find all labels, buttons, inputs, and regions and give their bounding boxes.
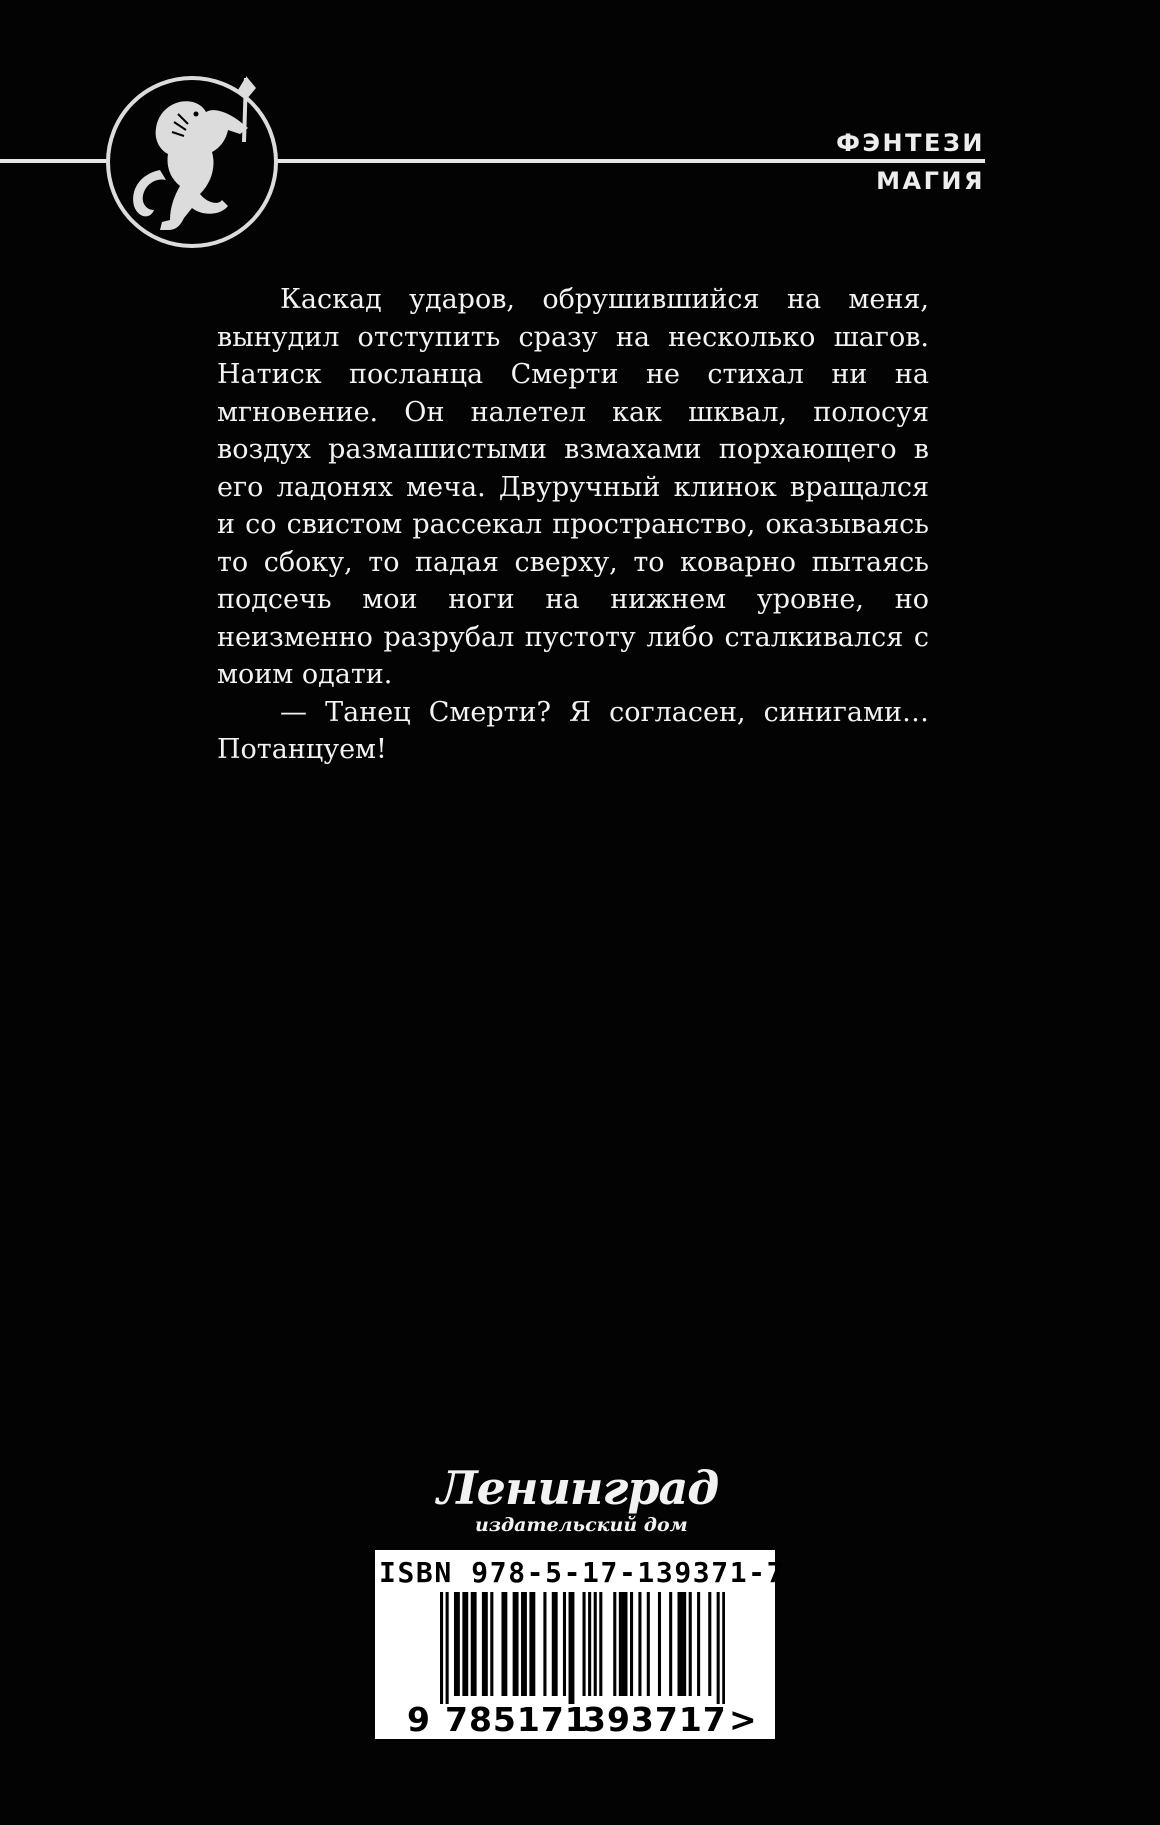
barcode-bar (722, 1592, 725, 1704)
ean-quiet-zone-arrow: > (729, 1700, 757, 1739)
rampant-lion-with-axe-icon (100, 70, 285, 255)
barcode-bar (521, 1592, 524, 1696)
genre-labels (836, 124, 985, 200)
barcode-bar (683, 1592, 686, 1696)
publisher-logo (437, 1461, 719, 1537)
barcode-bar (471, 1592, 474, 1696)
back-cover-blurb (217, 281, 929, 769)
barcode-bar (552, 1592, 555, 1696)
barcode-bar (588, 1592, 591, 1696)
isbn-barcode (375, 1550, 786, 1739)
barcode-bar (630, 1592, 633, 1696)
barcode-bar (555, 1592, 558, 1696)
barcode-bar (669, 1592, 672, 1696)
ean-first-digit: 9 (407, 1700, 430, 1739)
barcode-bar (524, 1592, 527, 1696)
barcode-bar (717, 1592, 720, 1704)
barcode-bar (515, 1592, 518, 1696)
ean-right-group: 393717 (583, 1700, 727, 1739)
barcode-bar (678, 1592, 681, 1696)
blurb-paragraph: Каскад ударов, обрушившийся на меня, вынудил отступить сразу на несколько шагов. Натиск посланца Смерти не стихал ни на мгновение. Он налетел как шквал, полосуя воздух размашистыми взмахами порхающего в его ладонях меча. Двуручный клинок вращался и со свистом рассекал пространство, оказываясь то сбоку, то падая сверху, то коварно пытаясь подсечь мои ноги на нижнем уровне, но неизменно разрубал пустоту либо сталкивался с моим одати. (217, 284, 929, 690)
barcode-bar (708, 1592, 711, 1696)
barcode-bar (485, 1592, 488, 1696)
barcode-bar (504, 1592, 507, 1696)
barcode-bar (501, 1592, 504, 1696)
barcode-bar (563, 1592, 566, 1696)
barcode-bar (638, 1592, 641, 1696)
barcode-bar (583, 1592, 586, 1696)
barcode-bar (440, 1592, 443, 1704)
barcode-bar (613, 1592, 616, 1696)
barcode-bar (571, 1592, 574, 1704)
barcode-bar (457, 1592, 460, 1696)
publisher-name: Ленинград (437, 1461, 719, 1515)
barcode-bar (513, 1592, 516, 1696)
barcode-bar (454, 1592, 457, 1696)
barcode-bar (622, 1592, 625, 1696)
barcode-bar (680, 1592, 683, 1696)
barcode-bars (440, 1592, 725, 1704)
barcode-bar (529, 1592, 532, 1696)
barcode-bar (569, 1592, 572, 1704)
barcode-bar (697, 1592, 700, 1696)
ean-left-group: 785171 (445, 1700, 589, 1739)
barcode-bar (624, 1592, 627, 1696)
barcode-bar (599, 1592, 602, 1696)
genre-magic: МАГИЯ (876, 167, 985, 195)
barcode-bar (689, 1592, 692, 1696)
barcode-bar (446, 1592, 449, 1704)
barcode-bar (490, 1592, 493, 1696)
barcode-bar (532, 1592, 535, 1696)
publisher-subtitle: издательский дом (475, 1514, 688, 1536)
barcode-bar (462, 1592, 465, 1696)
barcode-bar (465, 1592, 468, 1696)
barcode-bar (543, 1592, 546, 1696)
barcode-bar (658, 1592, 661, 1696)
barcode-bar (594, 1592, 597, 1696)
barcode-bar (474, 1592, 477, 1696)
barcode-bar (647, 1592, 650, 1696)
blurb-paragraph: — Танец Смерти? Я согласен, синигами… Потанцуем! (217, 696, 929, 765)
barcode-bar (619, 1592, 622, 1696)
barcode-bar (482, 1592, 485, 1696)
genre-fantasy: ФЭНТЕЗИ (836, 129, 985, 157)
isbn-number: ISBN 978-5-17-139371-7 (379, 1556, 786, 1589)
